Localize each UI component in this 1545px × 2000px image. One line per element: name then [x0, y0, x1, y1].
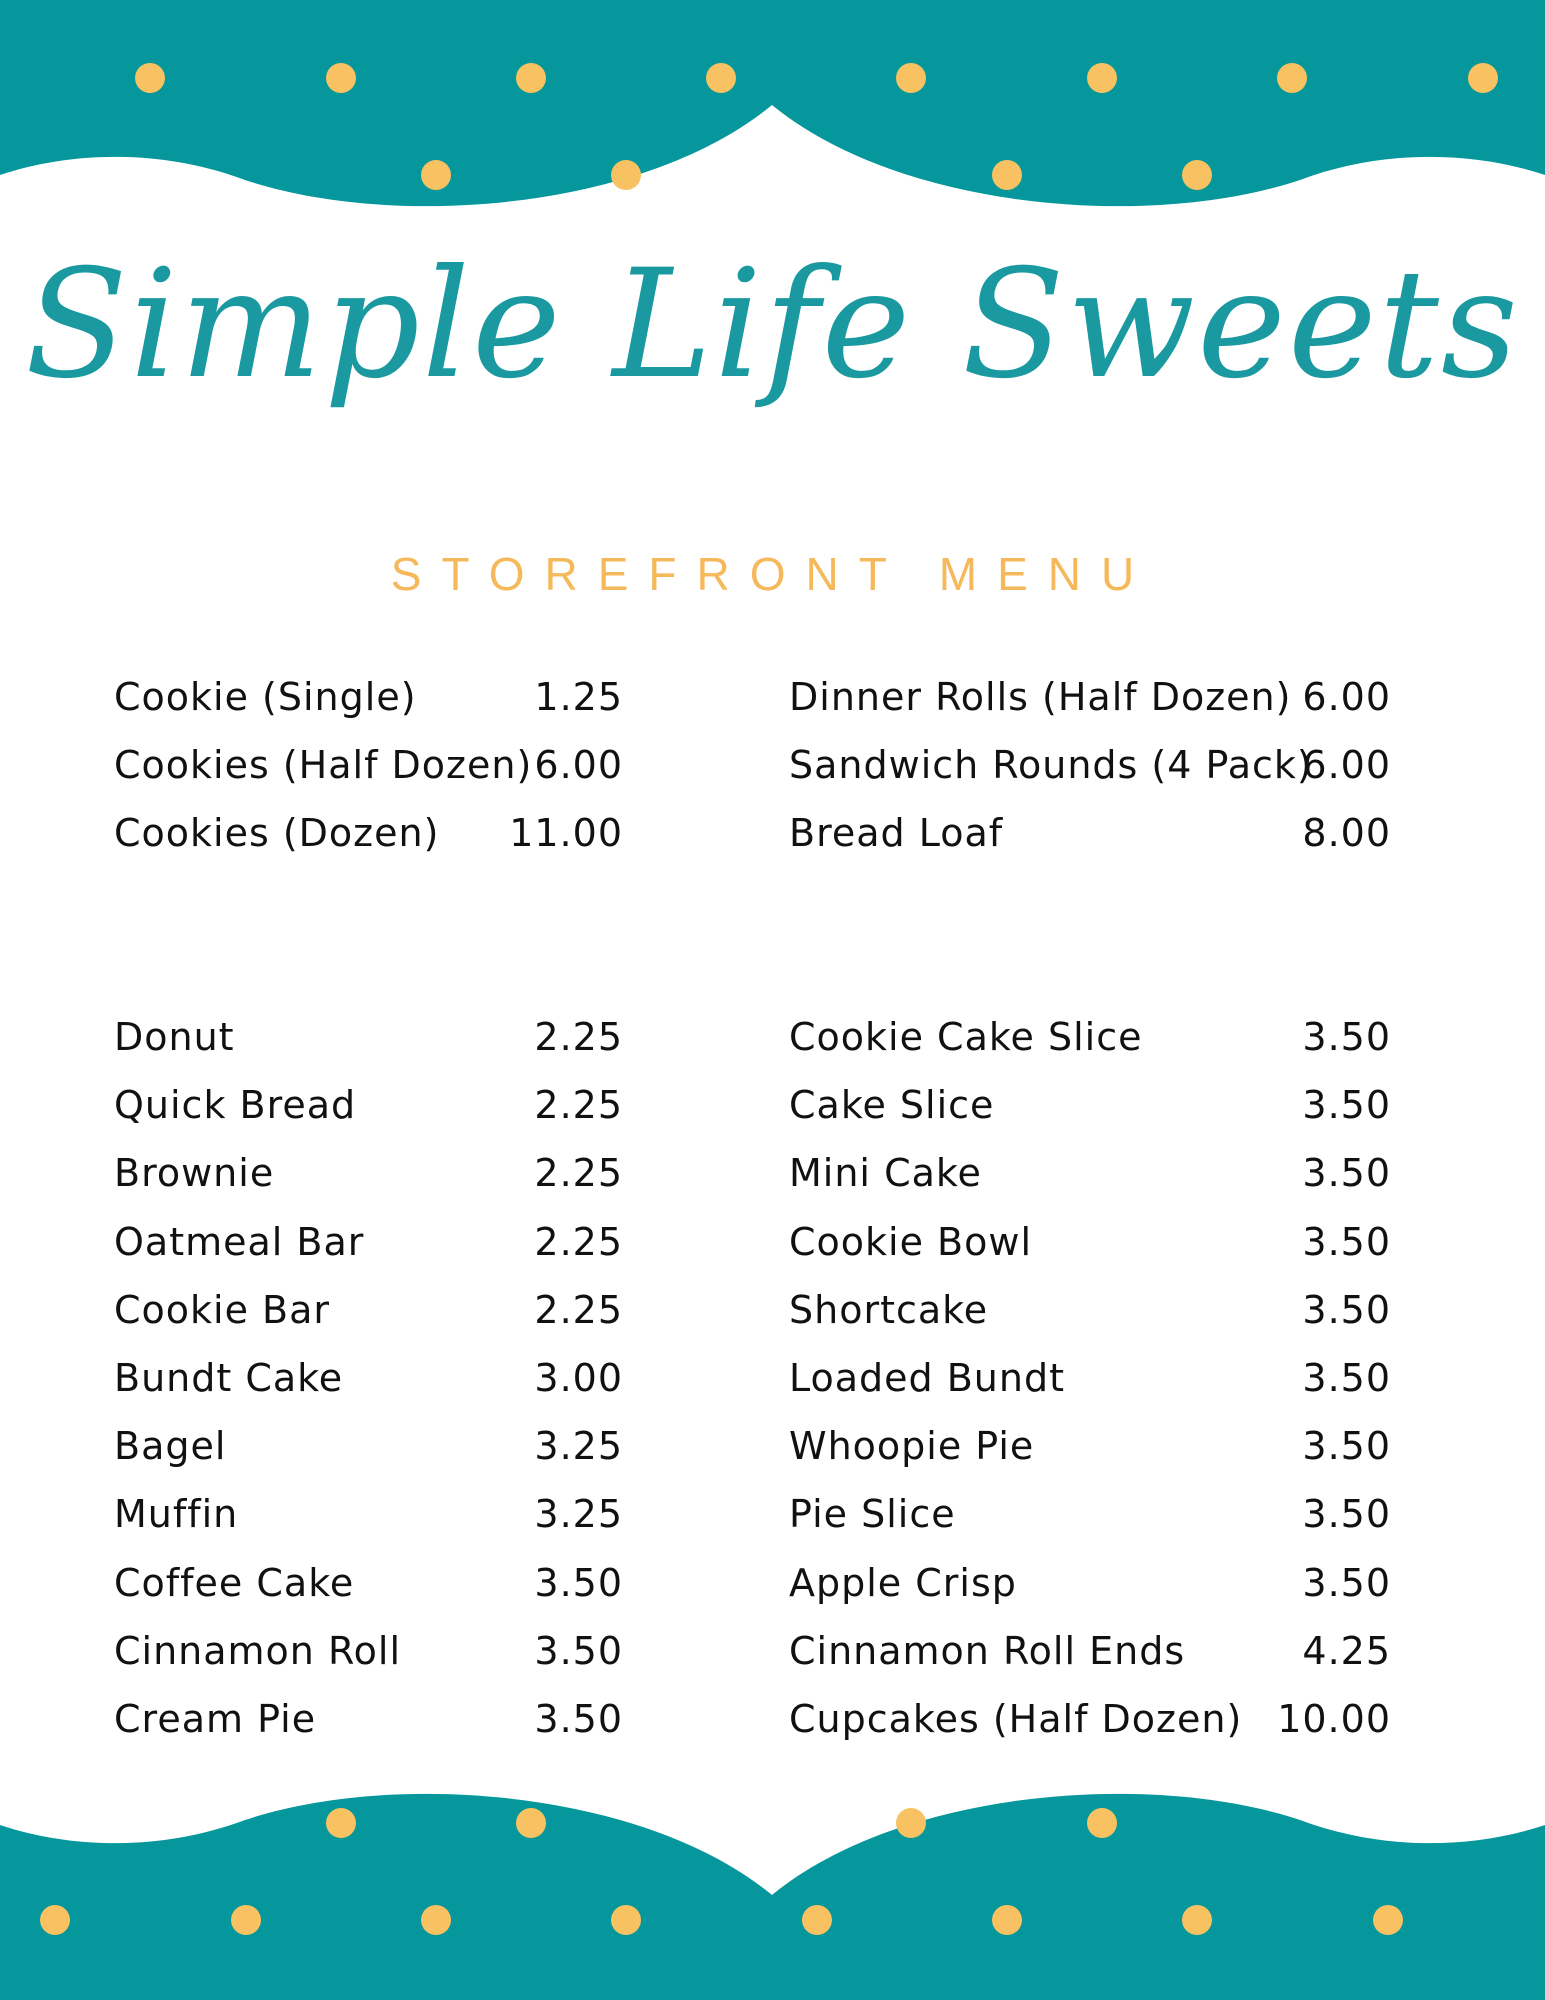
menu-item-price: 2.25 [534, 1015, 623, 1059]
menu-item-name: Cookie Bar [114, 1287, 331, 1332]
menu-item-price: 2.25 [534, 1083, 623, 1128]
page-subtitle: STOREFRONT MENU [390, 548, 1155, 600]
menu-item-price: 6.00 [1302, 675, 1391, 719]
menu-item-price: 1.25 [534, 675, 623, 719]
menu-item-price: 3.50 [534, 1560, 623, 1605]
menu-item-name: Dinner Rolls (Half Dozen) [789, 675, 1292, 719]
menu-item-name: Muffin [114, 1492, 239, 1537]
menu-item-name: Cupcakes (Half Dozen) [789, 1697, 1243, 1741]
menu-item-name: Mini Cake [789, 1151, 982, 1196]
menu-item-price: 3.50 [1302, 1356, 1391, 1400]
menu-item-name: Sandwich Rounds (4 Pack) [789, 743, 1313, 787]
menu-item-name: Apple Crisp [789, 1560, 1017, 1605]
menu-item-name: Quick Bread [114, 1083, 357, 1128]
menu-item-name: Loaded Bundt [789, 1356, 1065, 1400]
bottom-wave-band [0, 1794, 1545, 2000]
menu-item-name: Cookie Bowl [789, 1219, 1033, 1264]
menu-item-name: Oatmeal Bar [114, 1219, 365, 1264]
menu-item-price: 3.50 [1302, 1287, 1391, 1332]
menu-item-price: 3.25 [534, 1492, 623, 1537]
menu-item-price: 2.25 [534, 1151, 623, 1196]
menu-item-name: Cookies (Dozen) [114, 811, 440, 855]
menu-item-price: 3.50 [1302, 1083, 1391, 1128]
menu-item-name: Brownie [114, 1151, 275, 1196]
menu-item-price: 3.50 [1302, 1219, 1391, 1264]
menu-item-name: Shortcake [789, 1287, 989, 1332]
menu-item-name: Bundt Cake [114, 1356, 344, 1400]
menu-item-name: Bagel [114, 1424, 227, 1469]
menu-item-name: Donut [114, 1015, 235, 1059]
menu-item-name: Coffee Cake [114, 1560, 355, 1605]
menu-item-price: 3.00 [534, 1356, 623, 1400]
menu-item-price: 3.50 [534, 1697, 623, 1741]
menu-item-price: 2.25 [534, 1219, 623, 1264]
menu-item-price: 3.50 [1302, 1151, 1391, 1196]
page-title: Simple Life Sweets [25, 238, 1520, 412]
menu-item-name: Cream Pie [114, 1697, 317, 1741]
menu-item-name: Cinnamon Roll [114, 1628, 402, 1673]
menu-item-price: 8.00 [1302, 811, 1391, 855]
menu-item-price: 2.25 [534, 1287, 623, 1332]
menu-item-price: 11.00 [509, 811, 623, 855]
menu-item-price: 3.25 [534, 1424, 623, 1469]
menu-item-price: 3.50 [1302, 1424, 1391, 1469]
menu-item-name: Pie Slice [789, 1492, 956, 1537]
menu-item-name: Cookies (Half Dozen) [114, 743, 533, 787]
menu-item-price: 3.50 [1302, 1560, 1391, 1605]
menu-item-price: 6.00 [534, 743, 623, 787]
menu-item-name: Cinnamon Roll Ends [789, 1628, 1186, 1673]
menu-item-price: 6.00 [1302, 743, 1391, 787]
menu-item-price: 3.50 [534, 1628, 623, 1673]
menu-item-price: 3.50 [1302, 1492, 1391, 1537]
top-wave-band [0, 0, 1545, 206]
menu-item-name: Whoopie Pie [789, 1424, 1035, 1469]
menu-item-price: 3.50 [1302, 1015, 1391, 1059]
menu-item-price: 4.25 [1302, 1628, 1391, 1673]
menu-item-name: Cookie (Single) [114, 675, 417, 719]
menu-item-name: Cake Slice [789, 1083, 995, 1128]
menu-item-name: Bread Loaf [789, 811, 1004, 855]
menu-item-price: 10.00 [1277, 1697, 1391, 1741]
menu-item-name: Cookie Cake Slice [789, 1015, 1143, 1059]
